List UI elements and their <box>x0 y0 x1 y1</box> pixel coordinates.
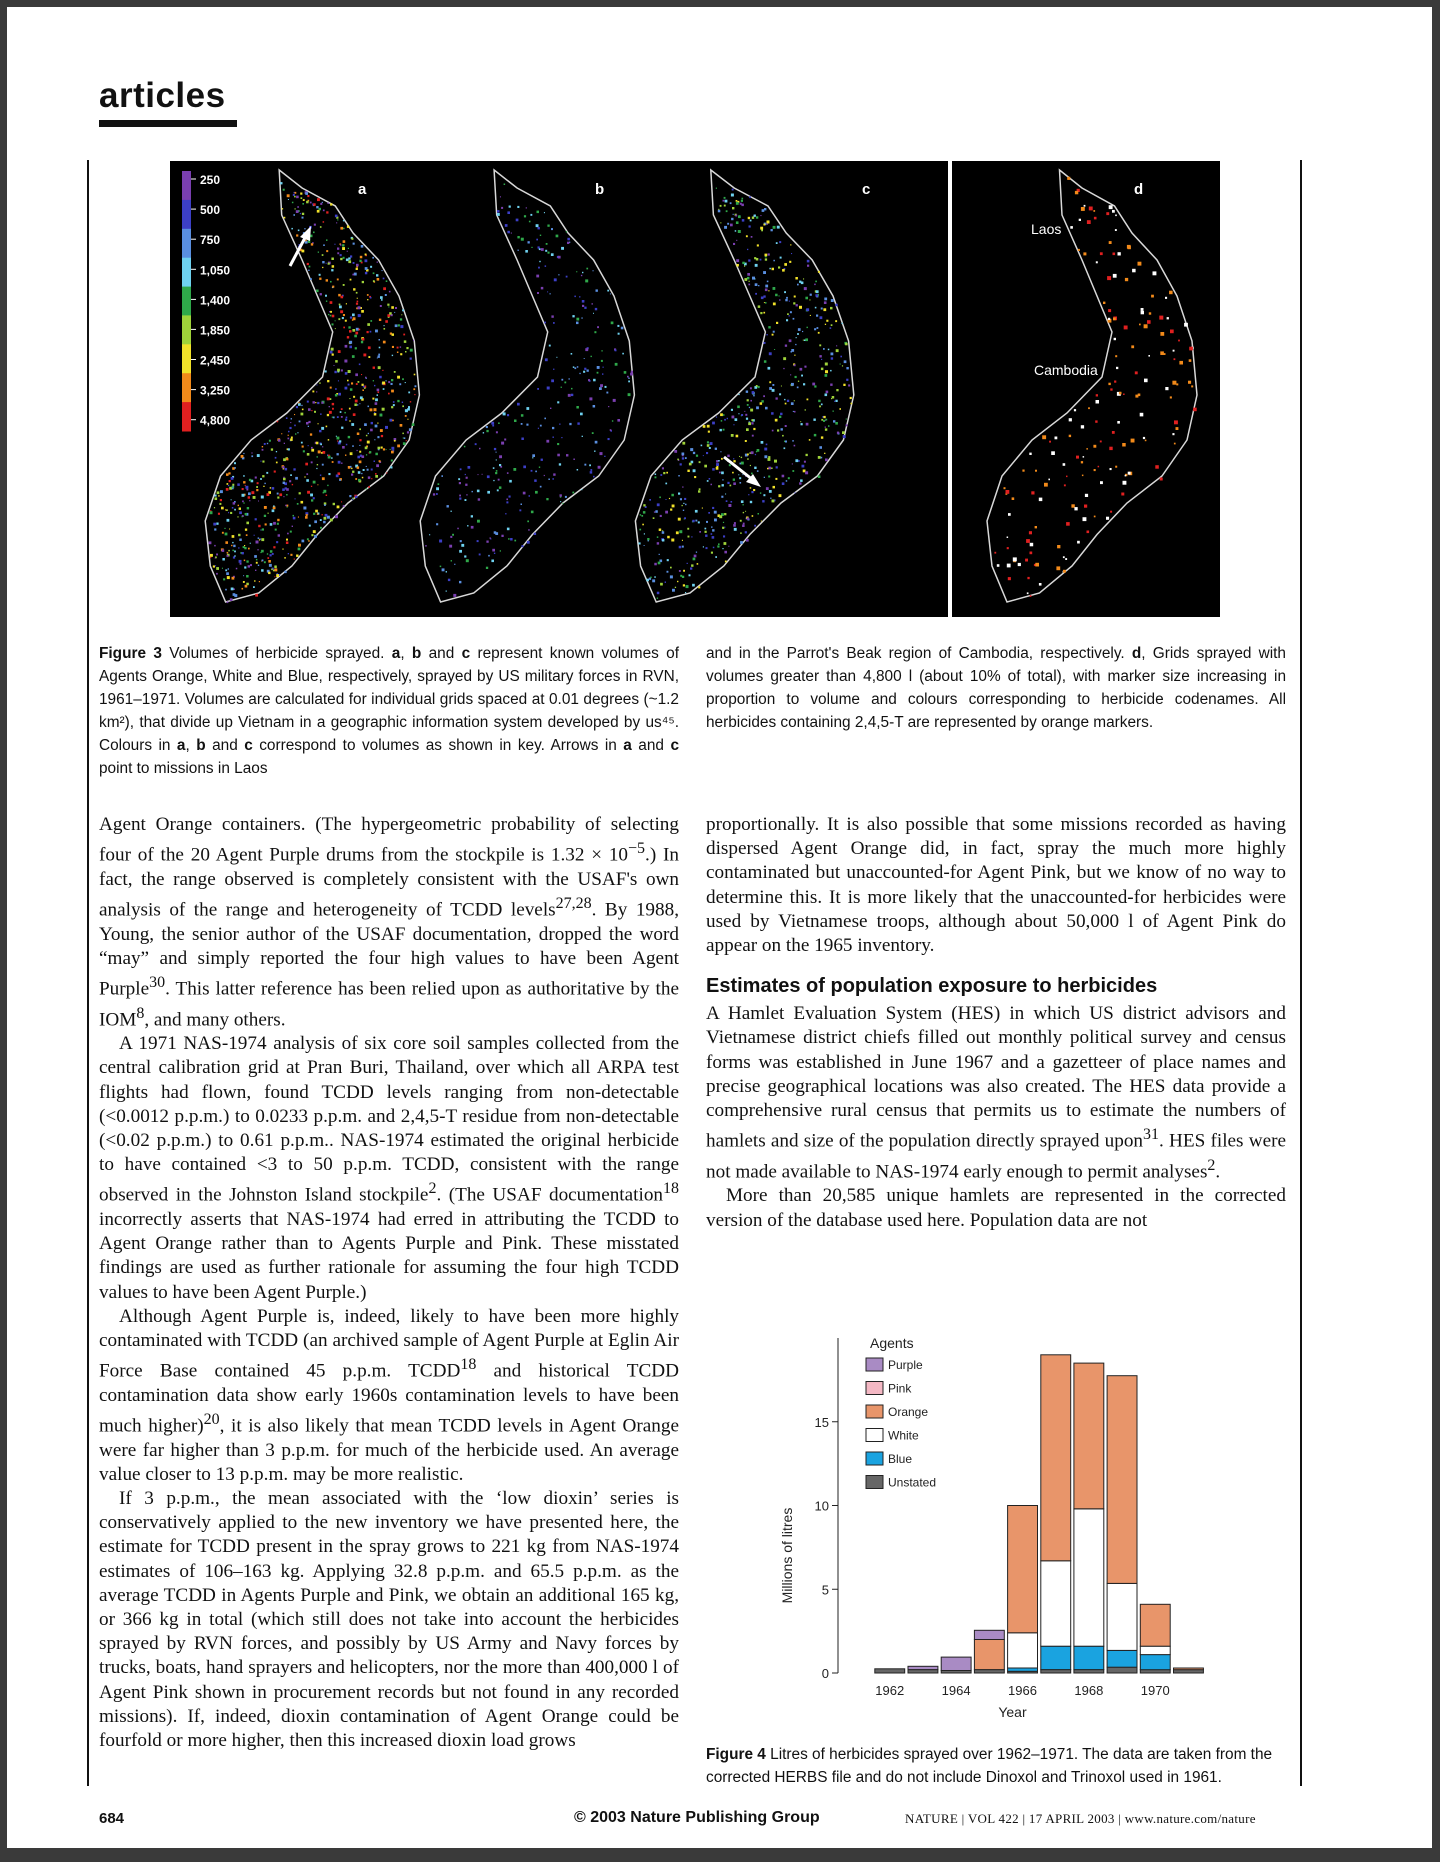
bar-segment-white-1966 <box>1008 1633 1038 1668</box>
legend-swatch-blue <box>866 1452 883 1465</box>
frame-bottom <box>0 1848 1440 1862</box>
figure-4-caption-text: Litres of herbicides sprayed over 1962–1971. The data are taken from the corrected HERBS file and do not include Dinoxol and Trinoxol used in 1961. <box>706 1746 1273 1786</box>
figure-3-caption-right <box>706 642 1286 734</box>
figure-3-caption-lead: Figure 3 <box>99 645 162 662</box>
chart-bars <box>875 1355 1204 1673</box>
key-swatch <box>182 402 191 431</box>
bar-segment-white-1967 <box>1041 1561 1071 1646</box>
key-value-label: 250 <box>200 173 221 187</box>
frame-top <box>0 0 1440 7</box>
x-tick-label: 1970 <box>1140 1683 1170 1698</box>
x-axis-label: Year <box>998 1704 1027 1720</box>
legend-swatch-purple <box>866 1358 883 1371</box>
y-axis-label: Millions of litres <box>779 1507 795 1604</box>
color-key <box>182 171 230 432</box>
bar-segment-orange-1965 <box>974 1640 1004 1670</box>
legend-swatch-unstated <box>866 1476 883 1489</box>
legend-label-orange: Orange <box>888 1405 929 1419</box>
key-value-label: 4,800 <box>200 413 231 428</box>
place-label-cambodia: Cambodia <box>1034 362 1098 378</box>
legend-label-blue: Blue <box>888 1452 913 1466</box>
figure-4-chart <box>700 1318 1220 1758</box>
country-outline <box>987 170 1197 602</box>
key-swatch <box>182 258 191 287</box>
body-paragraph: proportionally. It is also possible that some missions recorded as having dispersed Agent Orange did, in fact, spray the much more highly contaminated but unaccounted-for Agent Pink, but we know of no way to determine this. It is more likely that the unaccounted-for herbicides were used by Vietnamese troops, although about 50,000 l of Agent Pink do appear on the 1965 inventory. <box>706 814 1286 957</box>
place-label-laos: Laos <box>1031 221 1062 237</box>
body-paragraph: If 3 p.p.m., the mean associated with the ‘low dioxin’ series is conservatively applied to the new inventory we have presented here, the estimate for TCDD present in the spray grows to 221 kg from NAS-1974 estimates of 106–163 kg. Applying 32.8 p.p.m. and 65.5 p.p.m. as the average TCDD in Agents Purple and Pink, we obtain an additional 165 kg, or 366 kg in total (which still does not take into account the herbicides sprayed by RVN forces, and possibly by US Army and Navy forces by trucks, boats, hand sprayers and helicopters, nor the more than 400,000 l of Agent Pink shown in procurement records but not found in any recorded missions). If, indeed, dioxin contamination of Agent Orange could be fourfold or more higher, then this increased dioxin load grows <box>99 1488 679 1752</box>
x-tick-label: 1962 <box>875 1683 905 1698</box>
legend-label-unstated: Unstated <box>888 1475 937 1490</box>
legend-swatch-pink <box>866 1382 883 1395</box>
section-rule <box>99 120 237 127</box>
bar-segment-unstated-1962 <box>875 1669 905 1673</box>
section-header: articles <box>99 76 226 115</box>
key-swatch <box>182 373 191 402</box>
key-swatch <box>182 344 191 373</box>
legend-label-purple: Purple <box>888 1358 923 1372</box>
bar-segment-unstated-1965 <box>974 1670 1004 1673</box>
key-value-label: 1,850 <box>200 323 231 338</box>
key-value-label: 2,450 <box>200 353 231 368</box>
frame-right <box>1432 0 1440 1862</box>
key-value-label: 1,050 <box>200 263 231 278</box>
journal-citation: NATURE | VOL 422 | 17 APRIL 2003 | www.nature.com/nature <box>905 1811 1256 1826</box>
frame-left <box>0 0 7 1862</box>
x-tick-label: 1966 <box>1008 1683 1037 1698</box>
bar-segment-white-1969 <box>1107 1583 1137 1650</box>
y-tick-label: 10 <box>814 1498 829 1514</box>
left-column-rule <box>87 160 89 1786</box>
map-panel-d <box>987 170 1197 602</box>
figure-4-caption-lead: Figure 4 <box>706 1746 766 1763</box>
section-heading: Estimates of population exposure to herbicides <box>706 975 1158 998</box>
key-swatch <box>182 287 191 316</box>
bar-segment-white-1968 <box>1074 1509 1104 1646</box>
bar-segment-unstated-1967 <box>1041 1670 1071 1673</box>
bar-segment-blue-1969 <box>1107 1650 1137 1667</box>
bar-segment-orange-1968 <box>1074 1363 1104 1509</box>
key-swatch <box>182 171 191 200</box>
body-paragraph: A Hamlet Evaluation System (HES) in which US district advisors and Vietnamese district chiefs filled out monthly political survey and census forms was established in June 1967 and a gazetteer of place names and precise geographical locations was also created. The HES data provide a comprehensive rural census that permits us to estimate the numbers of hamlets and size of the population directly sprayed upon$^{31}$. HES files were not made available to NAS-1974 early enough to permit analyses$^2$. <box>706 1003 1287 1183</box>
bar-segment-purple-1964 <box>941 1657 971 1670</box>
map-panel-c <box>635 170 853 602</box>
bar-segment-white-1970 <box>1140 1646 1170 1654</box>
legend-label-pink: Pink <box>888 1381 912 1396</box>
bar-segment-unstated-1968 <box>1074 1670 1104 1673</box>
bar-segment-unstated-1969 <box>1107 1667 1137 1673</box>
bar-segment-blue-1968 <box>1074 1646 1104 1669</box>
body-paragraph: More than 20,585 unique hamlets are represented in the corrected version of the database used here. Population data are not <box>706 1185 1286 1231</box>
chart-legend <box>866 1335 936 1490</box>
key-value-label: 1,400 <box>200 293 231 308</box>
y-tick-label: 15 <box>814 1414 829 1430</box>
arrow-icon <box>290 226 311 266</box>
key-swatch <box>182 200 191 229</box>
bar-segment-orange-1971 <box>1174 1668 1204 1670</box>
bar-segment-blue-1970 <box>1140 1655 1170 1670</box>
bar-segment-orange-1967 <box>1041 1355 1071 1561</box>
spray-grid-markers <box>994 177 1196 597</box>
spray-grid-markers <box>425 184 633 597</box>
bar-segment-blue-1967 <box>1041 1646 1071 1669</box>
key-value-label: 750 <box>200 233 221 248</box>
key-value-label: 500 <box>200 203 221 218</box>
legend-swatch-white <box>866 1429 883 1442</box>
spray-grid-markers <box>639 188 853 599</box>
figure-3-caption-text-continued: and in the Parrot's Beak region of Cambodia, respectively. d, Grids sprayed with volumes greater than 4,800 l (about 10% of total), with marker size increasing in proportion to volume and colours corresponding to herbicide codenames. All herbicides containing 2,4,5-T are represented by orange markers. <box>706 645 1286 731</box>
panel-label-a: a <box>358 181 367 198</box>
right-column-rule <box>1300 160 1302 1786</box>
x-tick-label: 1964 <box>941 1683 971 1698</box>
page-number: 684 <box>99 1810 125 1827</box>
panel-label-b: b <box>595 181 605 198</box>
body-left-column <box>99 813 679 1753</box>
figure-3-caption-left <box>99 642 679 780</box>
figure-3 <box>170 161 1220 617</box>
legend-swatch-orange <box>866 1405 883 1418</box>
bar-segment-purple-1965 <box>974 1630 1004 1639</box>
copyright: © 2003 Nature Publishing Group <box>574 1809 820 1826</box>
key-value-label: 3,250 <box>200 383 231 398</box>
body-paragraph: Agent Orange containers. (The hypergeometric probability of selecting four of the 20 Agent Purple drums from the stockpile is $1.32 \times 10^{-5}$.) In fact, the range observed is completely consistent with the USAF's own analysis of the range and heterogeneity of TCDD levels$^{27,28}$. By 1988, Young, the senior author of the USAF documentation, dropped the word “may” and simply reported the four high values to have been Agent Purple$^{30}$. This latter reference has been relied upon as authoritative by the IOM$^8$, and many others. <box>99 814 679 1030</box>
x-tick-label: 1968 <box>1074 1683 1104 1698</box>
panel-label-d: d <box>1134 181 1144 198</box>
body-right-column <box>706 813 1286 1233</box>
panel-label-c: c <box>862 181 871 198</box>
key-swatch <box>182 229 191 258</box>
figure-4-caption <box>706 1743 1286 1789</box>
bar-segment-orange-1970 <box>1140 1604 1170 1646</box>
y-tick-label: 5 <box>821 1582 829 1598</box>
legend-label-white: White <box>888 1428 919 1443</box>
legend-title: Agents <box>870 1335 914 1351</box>
map-panel-b <box>420 170 634 602</box>
figure-3-maps <box>170 161 1220 617</box>
body-paragraph: A 1971 NAS-1974 analysis of six core soil samples collected from the central calibration grid at Pran Buri, Thailand, over which all ARPA test flights had flown, found TCDD levels ranging from non-detectable (<0.0012 p.p.m.) to 0.0233 p.p.m. and 2,4,5-T residue from non-detectable (<0.02 p.p.m.) to 0.61 p.p.m.. NAS-1974 estimated the original herbicide to have contained <3 to 50 p.p.m. TCDD, consistent with the range observed in the Johnston Island stockpile$^2$. (The USAF documentation$^{18}$ incorrectly asserts that NAS-1974 had erred in attributing the TCDD to Agent Orange rather than to Agents Purple and Pink. These misstated findings are used as further rationale for assuming the four high TCDD values to have been Agent Purple.) <box>99 1033 680 1303</box>
map-panel-a <box>205 170 419 603</box>
body-paragraph: Although Agent Purple is, indeed, likely to have been more highly contaminated with TCDD (an archived sample of Agent Purple at Eglin Air Force Base contained 45 p.p.m. TCDD$^{18}$ and historical TCDD contamination data show early 1960s contamination levels to have been much higher)$^{20}$, it is also likely that mean TCDD levels in Agent Orange were far higher than 3 p.p.m. for much of the herbicide used. An average value closer to 13 p.p.m. may be more realistic. <box>99 1305 679 1485</box>
panel-divider <box>948 161 952 617</box>
figure-4 <box>700 1318 1220 1758</box>
bar-segment-purple-1963 <box>908 1666 938 1669</box>
bar-segment-unstated-1963 <box>908 1670 938 1673</box>
bar-segment-orange-1966 <box>1008 1506 1038 1633</box>
figure-3-caption-text: Volumes of herbicide sprayed. a, b and c represent known volumes of Agents Orange, White and Blue, respectively, sprayed by US military forces in RVN, 1961–1971. Volumes are calculated for individual grids spaced at 0.01 degrees (~1.2 km²), that divide up Vietnam in a geographic information system developed by us⁴⁵. Colours in a, b and c correspond to volumes as shown in key. Arrows in a and c point to missions in Laos <box>99 645 679 777</box>
bar-segment-orange-1969 <box>1107 1376 1137 1584</box>
key-swatch <box>182 315 191 344</box>
y-tick-label: 0 <box>821 1666 829 1681</box>
